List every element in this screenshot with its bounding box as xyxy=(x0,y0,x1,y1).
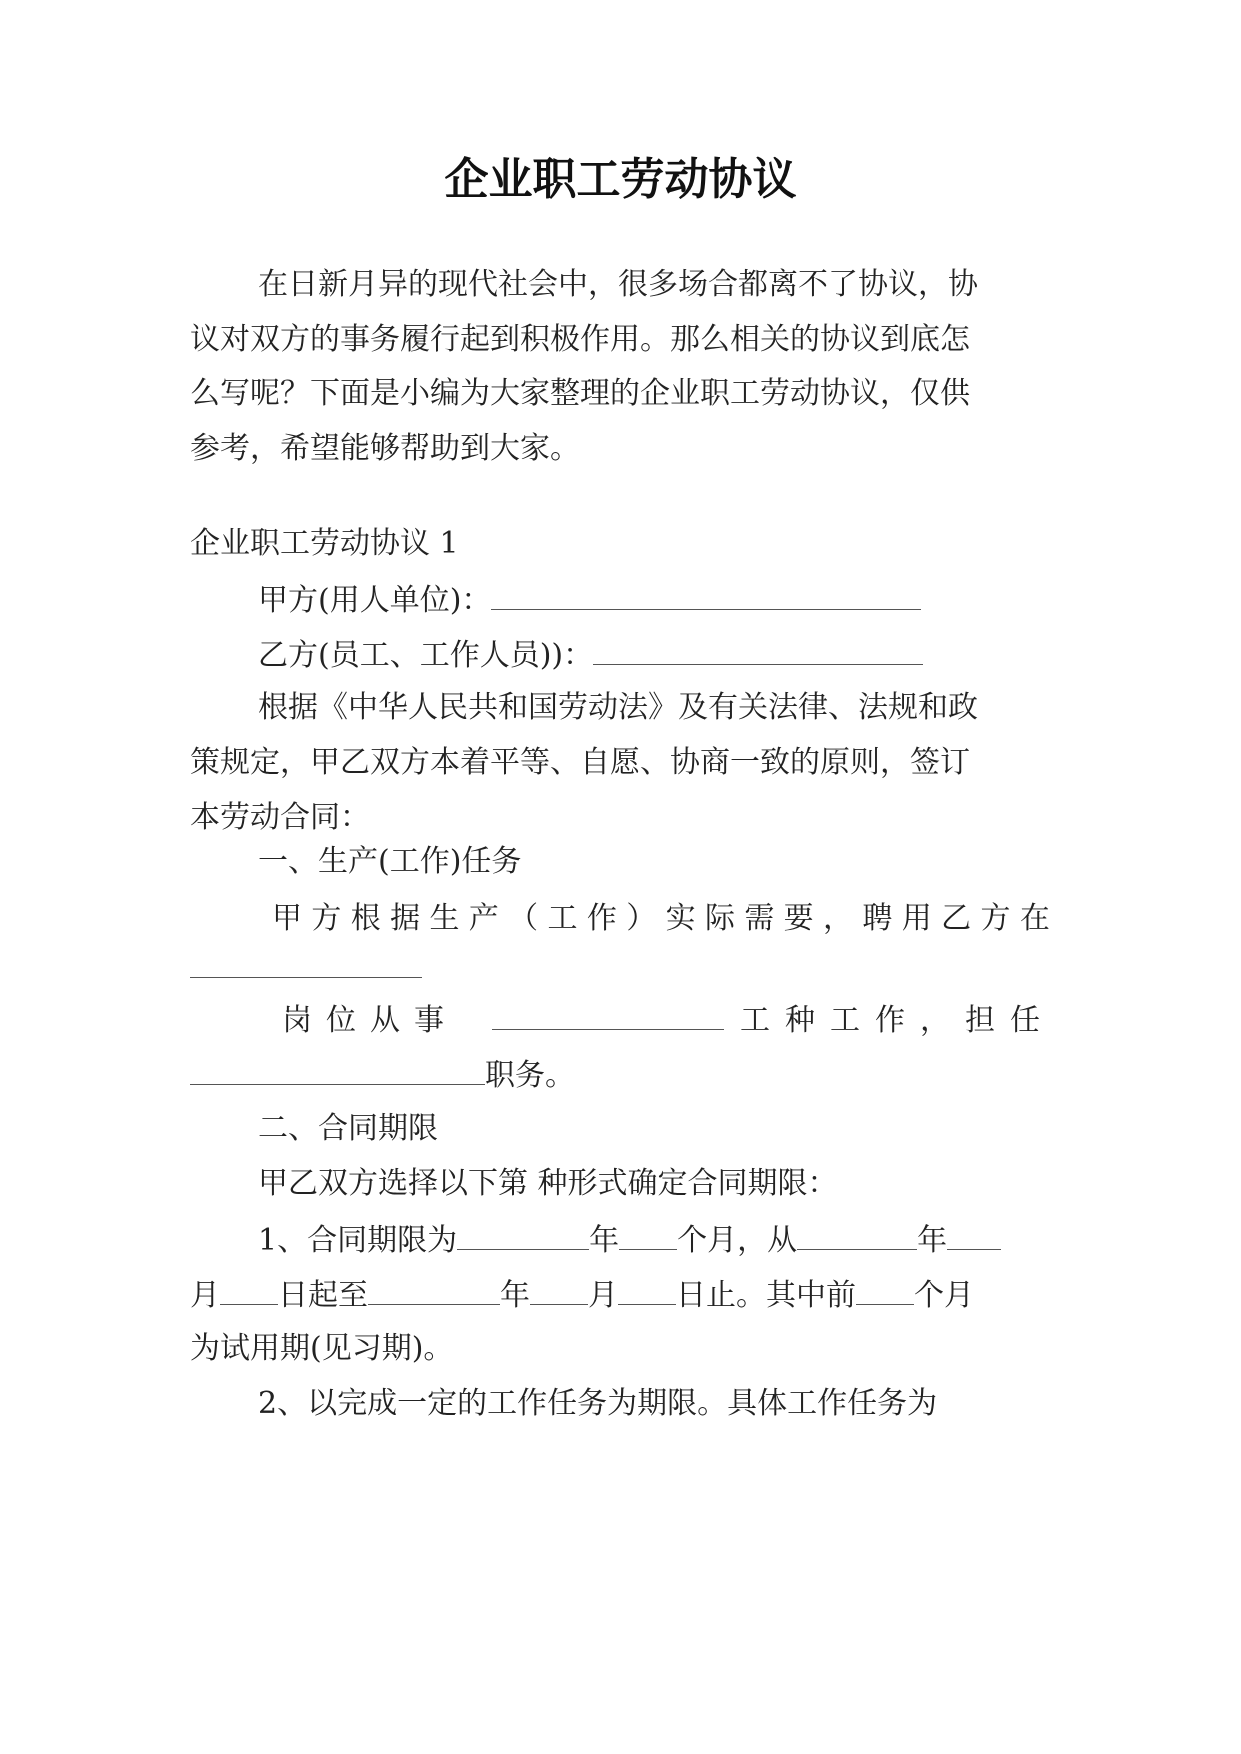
item1-prefix: 1、合同期限为 xyxy=(258,1223,458,1258)
start-year-blank[interactable] xyxy=(797,1207,917,1250)
months-label: 个月，从 xyxy=(677,1223,798,1258)
clause1-char: （ xyxy=(508,901,539,936)
end-day-blank[interactable] xyxy=(618,1262,676,1305)
start-month-blank[interactable] xyxy=(947,1207,1001,1250)
clause1-char: 际 xyxy=(704,901,735,936)
clause1-line-4 xyxy=(190,1042,1050,1105)
duty-suffix: 职务。 xyxy=(485,1058,575,1093)
end-year-blank[interactable] xyxy=(368,1262,500,1305)
clause1-char: 产 xyxy=(468,901,499,936)
basis-line-2: 策规定，甲乙双方本着平等、自愿、协商一致的原则，签订 xyxy=(190,745,970,780)
months-label: 个月 xyxy=(914,1278,974,1313)
clause1-char: 作 xyxy=(586,901,617,936)
party-a-row xyxy=(190,567,1118,630)
basis-line-3: 本劳动合同： xyxy=(190,800,370,835)
party-a-label: 甲方(用人单位)： xyxy=(258,583,492,618)
clause1-char: 作 xyxy=(875,1003,905,1038)
start-day-blank[interactable] xyxy=(220,1262,278,1305)
clause1-char: 根 xyxy=(350,901,381,936)
clause1-char: 用 xyxy=(901,901,932,936)
intro-line-3: 么写呢？下面是小编为大家整理的企业职工劳动协议，仅供 xyxy=(190,376,970,411)
clause1-char: 位 xyxy=(326,1003,356,1038)
clause1-char: ） xyxy=(626,901,657,936)
clause1-char: 方 xyxy=(311,901,342,936)
clause1-char: 事 xyxy=(414,1003,444,1038)
basis-line-1: 根据《中华人民共和国劳动法》及有关法律、法规和政 xyxy=(258,690,978,725)
clause1-heading: 一、生产(工作)任务 xyxy=(258,844,522,879)
clause1-char: 据 xyxy=(390,901,421,936)
clause1-char: 从 xyxy=(370,1003,400,1038)
section-heading: 企业职工劳动协议 1 xyxy=(190,526,459,561)
year-label: 年 xyxy=(589,1223,620,1258)
clause1-char: 工 xyxy=(830,1003,860,1038)
clause1-char: 聘 xyxy=(862,901,893,936)
clause1-char: 乙 xyxy=(941,901,972,936)
year-label: 年 xyxy=(500,1278,530,1313)
clause1-char: 岗 xyxy=(282,1003,312,1038)
clause1-char: 实 xyxy=(665,901,696,936)
term-months-blank[interactable] xyxy=(619,1207,677,1250)
clause2-heading: 二、合同期限 xyxy=(258,1111,438,1146)
party-a-blank[interactable] xyxy=(491,567,921,610)
clause2-item1-line1 xyxy=(190,1207,1118,1270)
intro-line-2: 议对双方的事务履行起到积极作用。那么相关的协议到底怎 xyxy=(190,322,970,357)
clause1-char: 种 xyxy=(785,1003,815,1038)
clause1-char: 方 xyxy=(980,901,1011,936)
clause1-char: 需 xyxy=(744,901,775,936)
intro-line-4: 参考，希望能够帮助到大家。 xyxy=(190,431,580,466)
clause1-char: 甲 xyxy=(272,901,302,936)
clause1-char: 任 xyxy=(1010,1003,1040,1038)
job-type-blank[interactable] xyxy=(492,987,724,1030)
party-b-blank[interactable] xyxy=(593,622,923,665)
clause1-char: ， xyxy=(823,901,854,936)
day-to-label: 日止。其中前 xyxy=(676,1278,856,1313)
clause1-char: 工 xyxy=(740,1003,770,1038)
year-label: 年 xyxy=(917,1223,948,1258)
clause1-char: 要 xyxy=(783,901,814,936)
month-label: 月 xyxy=(588,1278,618,1313)
clause2-item2: 2、以完成一定的工作任务为期限。具体工作任务为 xyxy=(258,1386,938,1421)
party-b-label: 乙方(员工、工作人员))： xyxy=(258,638,594,673)
clause1-char: 生 xyxy=(429,901,460,936)
clause1-line-3 xyxy=(282,987,1050,1050)
month-label: 月 xyxy=(190,1278,220,1313)
day-from-label: 日起至 xyxy=(278,1278,368,1313)
workplace-blank[interactable] xyxy=(190,935,422,978)
clause2-item1-line2 xyxy=(190,1262,1050,1325)
position-blank[interactable] xyxy=(190,1042,485,1085)
clause2-item1-line3: 为试用期(见习期)。 xyxy=(190,1331,454,1366)
end-month-blank[interactable] xyxy=(530,1262,588,1305)
clause1-char: 工 xyxy=(547,901,578,936)
document-title: 企业职工劳动协议 xyxy=(444,154,797,205)
clause1-char: 在 xyxy=(1019,901,1050,936)
clause2-intro: 甲乙双方选择以下第 种形式确定合同期限： xyxy=(258,1166,838,1201)
probation-months-blank[interactable] xyxy=(856,1262,914,1305)
clause1-char: ， xyxy=(920,1003,950,1038)
intro-line-1: 在日新月异的现代社会中，很多场合都离不了协议，协 xyxy=(258,267,978,302)
term-years-blank[interactable] xyxy=(457,1207,589,1250)
clause1-char: 担 xyxy=(965,1003,995,1038)
